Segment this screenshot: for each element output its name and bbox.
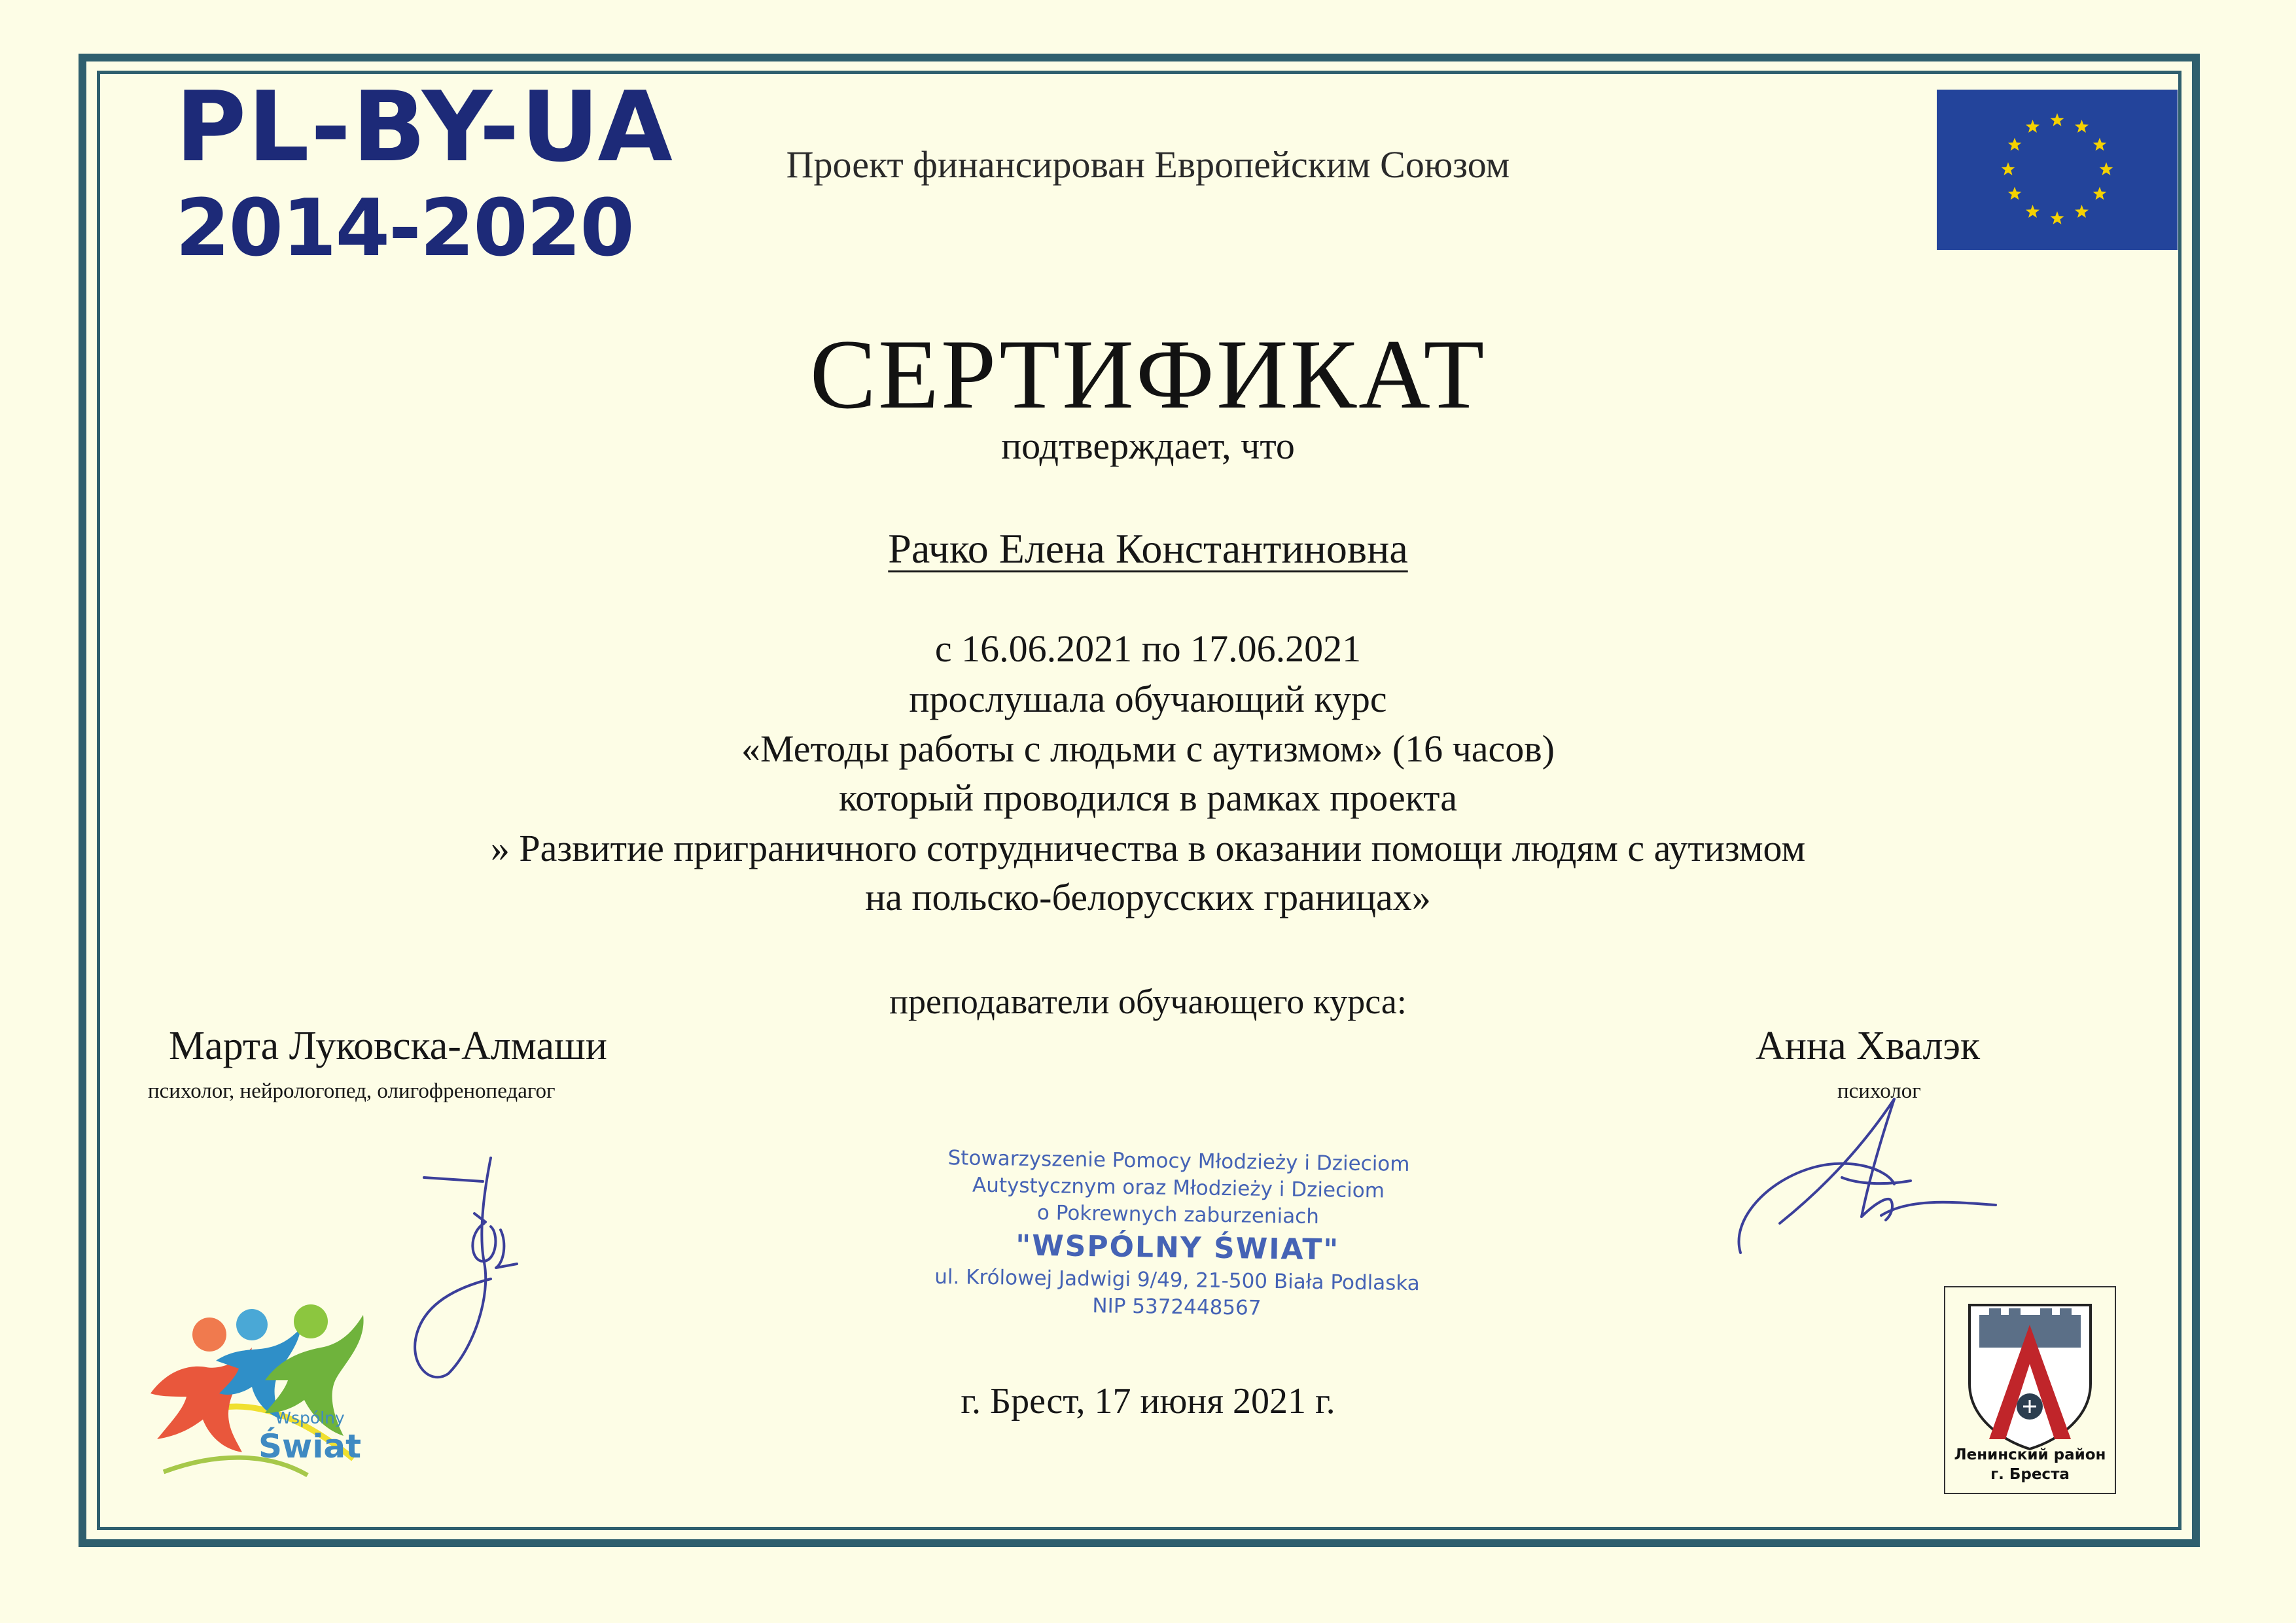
eu-star-icon (2075, 205, 2089, 218)
eu-stars-icon (1937, 90, 2178, 250)
eu-star-icon (2051, 113, 2064, 126)
stamp-line-1: Stowarzyszenie Pomocy Młodzieży i Dzieciom (947, 1146, 1410, 1176)
eu-star-icon (2026, 120, 2040, 133)
confirms-text: подтверждает, что (1001, 425, 1295, 467)
funded-by-text: Проект финансирован Европейским Союзом (786, 143, 1510, 186)
teacher-1-name: Марта Луковска-Алмаши (169, 1024, 607, 1068)
eu-star-icon (2008, 187, 2022, 200)
crest-caption (1943, 1446, 2117, 1485)
recipient-name-text: Рачко Елена Константиновна (888, 525, 1408, 572)
wspolny-small-text: Wspólny (275, 1408, 345, 1427)
eu-star-icon (2008, 138, 2022, 151)
teacher-1-role: психолог, нейрологопед, олигофренопедагог (148, 1079, 556, 1103)
place-and-date: г. Брест, 17 июня 2021 г. (961, 1381, 1335, 1422)
project-title-line2: на польско-белорусских границах» (865, 876, 1431, 918)
recipient-name (0, 525, 2296, 573)
crest-line-2: г. Бреста (1990, 1465, 2070, 1483)
course-completed-text: прослушала обучающий курс (909, 678, 1387, 720)
eu-star-icon (2093, 138, 2107, 151)
eu-star-icon (2093, 187, 2107, 200)
logo-line2: 2014-2020 (175, 183, 633, 274)
teacher-2-signature (1727, 1086, 2002, 1269)
eu-star-icon (2002, 162, 2015, 175)
stamp-line-2: Autystycznym oraz Młodzieży i Dzieciom (972, 1173, 1385, 1203)
eu-star-icon (2100, 162, 2113, 175)
swiat-big-text: Świat (258, 1427, 361, 1465)
stamp-address: ul. Królowej Jadwigi 9/49, 21-500 Biała Podlaska (934, 1265, 1421, 1296)
stamp-org-name: "WSPÓLNY ŚWIAT" (1015, 1229, 1340, 1267)
course-dates: с 16.06.2021 по 17.06.2021 (934, 627, 1362, 670)
eu-flag-icon (1937, 90, 2178, 250)
certificate-title: СЕРТИФИКАТ (809, 319, 1487, 429)
course-title: «Методы работы с людьми с аутизмом» (16 часов) (741, 727, 1555, 770)
project-title-line1: » Развитие приграничного сотрудничества в оказании помощи людям с аутизмом (490, 827, 1806, 869)
teacher-1-signature (393, 1151, 543, 1387)
stamp-line-3: o Pokrewnych zaburzeniach (1036, 1201, 1320, 1229)
organization-stamp (928, 1145, 1428, 1325)
wspolny-swiat-logo-text (258, 1410, 361, 1463)
crest-line-1: Ленинский район (1954, 1446, 2106, 1463)
teacher-2-name: Анна Хвалэк (1756, 1024, 1981, 1068)
eu-star-icon (2051, 211, 2064, 224)
eu-star-icon (2075, 120, 2089, 133)
logo-line1: PL-BY-UA (175, 71, 674, 183)
stamp-nip: NIP 5372448567 (1092, 1294, 1262, 1321)
project-intro: который проводился в рамках проекта (839, 777, 1457, 819)
teacher-2-role: психолог (1837, 1079, 1921, 1103)
teachers-heading: преподаватели обучающего курса: (889, 982, 1407, 1021)
eu-star-icon (2026, 205, 2040, 218)
